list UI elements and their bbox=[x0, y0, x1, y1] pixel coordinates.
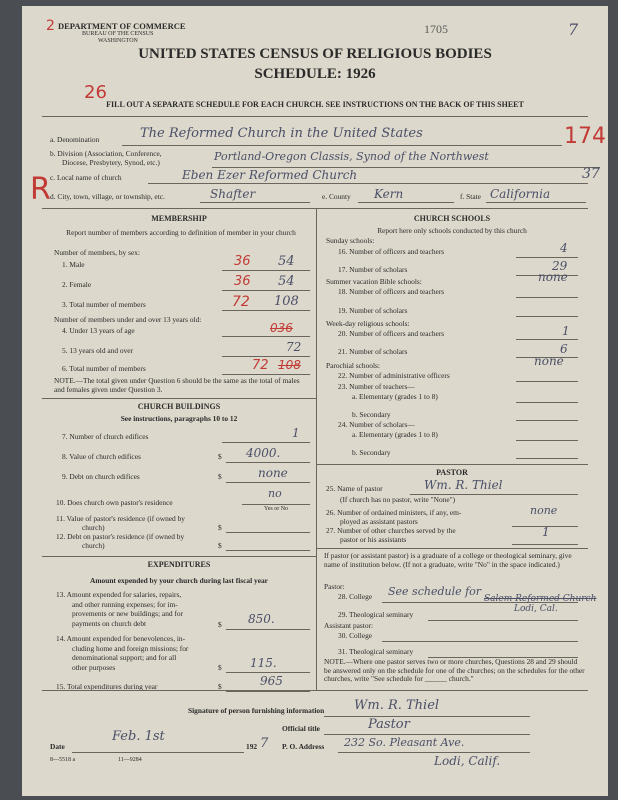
q7-label: 7. Number of church edifices bbox=[62, 432, 149, 441]
official-title-value: Pastor bbox=[368, 717, 410, 732]
female-value: 36 bbox=[234, 274, 251, 289]
total-members-6-value-2: 108 bbox=[278, 358, 301, 372]
total-members-value: 72 bbox=[232, 294, 250, 310]
department-name: DEPARTMENT OF COMMERCE bbox=[58, 21, 186, 31]
red-mark-R: R bbox=[30, 172, 51, 207]
q25-note: (If church has no pastor, write "None") bbox=[340, 495, 456, 504]
form-title: UNITED STATES CENSUS OF RELIGIOUS BODIES bbox=[138, 46, 492, 62]
q23-label: 23. Number of teachers— bbox=[338, 382, 415, 391]
total-members-6-value: 72 bbox=[252, 358, 269, 373]
male-value-2: 54 bbox=[278, 254, 295, 269]
q27-value: 1 bbox=[542, 525, 550, 539]
division-label-2: Diocese, Presbytery, Synod, etc.) bbox=[62, 158, 160, 167]
stamp-number: 1705 bbox=[424, 22, 448, 36]
q8-label: 8. Value of church edifices bbox=[62, 452, 141, 461]
q20-value: 1 bbox=[562, 324, 570, 338]
membership-note: NOTE.—The total given under Question 6 should be the same as the total of males and females given under Question 3. bbox=[54, 376, 300, 394]
q30-label: 30. College bbox=[338, 631, 373, 640]
q16-value: 4 bbox=[560, 241, 568, 255]
signature-label: Signature of person furnishing information bbox=[188, 706, 325, 715]
q11-label-2: church) bbox=[82, 523, 105, 532]
weekday-schools-label: Week-day religious schools: bbox=[326, 319, 410, 328]
q25-label: 25. Name of pastor bbox=[326, 484, 383, 493]
total-members-label: 3. Total number of members bbox=[62, 300, 146, 309]
assistant-pastor-subheading: Assistant pastor: bbox=[324, 621, 374, 630]
q27-label-1: 27. Number of other churches served by the bbox=[326, 526, 456, 535]
over-13-value: 72 bbox=[286, 340, 302, 354]
q22-value: none bbox=[534, 354, 564, 368]
red-mark-2: 2 bbox=[46, 18, 55, 34]
po-address-value-2: Lodi, Calif. bbox=[434, 754, 501, 768]
red-mark-26: 26 bbox=[84, 82, 107, 103]
red-mark-174: 174 bbox=[564, 124, 606, 149]
q24-label: 24. Number of scholars— bbox=[338, 420, 415, 429]
state-label: f. State bbox=[460, 192, 481, 201]
local-name-value: Eben Ezer Reformed Church bbox=[182, 168, 358, 182]
members-by-sex-label: Number of members, by sex: bbox=[54, 248, 140, 257]
q31-label: 31. Theological seminary bbox=[338, 647, 414, 656]
membership-title: MEMBERSHIP bbox=[151, 214, 207, 223]
q28-value-2: Salem Reformed Church bbox=[484, 594, 597, 604]
summer-schools-label: Summer vacation Bible schools: bbox=[326, 277, 422, 286]
q11-dollar: $ bbox=[218, 523, 222, 532]
total-members-value-2: 108 bbox=[274, 294, 299, 309]
local-name-label: c. Local name of church bbox=[50, 173, 122, 182]
church-buildings-title: CHURCH BUILDINGS bbox=[137, 402, 221, 411]
q18-value: none bbox=[538, 270, 568, 284]
county-value: Kern bbox=[374, 187, 404, 201]
over-13-label: 5. 13 years old and over bbox=[62, 346, 134, 355]
q24b-label: b. Secondary bbox=[352, 448, 391, 457]
q18-label: 18. Number of officers and teachers bbox=[338, 287, 445, 296]
census-form-sheet bbox=[22, 6, 608, 796]
q15-value: 965 bbox=[260, 674, 283, 688]
q28-value-3: Lodi, Cal. bbox=[514, 604, 558, 614]
form-number: 8—5518 a bbox=[50, 757, 76, 763]
division-label-1: b. Division (Association, Conference, bbox=[50, 149, 162, 158]
buildings-subtitle: See instructions, paragraphs 10 to 12 bbox=[120, 414, 238, 423]
q14-label: 14. Amount expended for benevolences, in- cluding home and foreign missions; for denominational support; and for all other purposes bbox=[56, 634, 189, 672]
graduate-instruction: If pastor (or assistant pastor) is a graduate of a college or theological seminary, give name of institution below. (If not a graduate, write "No" in the space indicated.) bbox=[324, 551, 572, 569]
q8-dollar: $ bbox=[218, 452, 222, 461]
sunday-schools-label: Sunday schools: bbox=[326, 236, 375, 245]
yes-no-hint: Yes or No bbox=[264, 506, 289, 512]
q26-label-2: ployed as assistant pastors bbox=[340, 517, 418, 526]
church-schools-title: CHURCH SCHOOLS bbox=[413, 214, 491, 223]
female-label: 2. Female bbox=[62, 280, 92, 289]
q9-value: none bbox=[258, 466, 288, 480]
total-members-6-label: 6. Total number of members bbox=[62, 364, 146, 373]
year-value: 7 bbox=[260, 736, 269, 751]
bureau-city: WASHINGTON bbox=[98, 38, 138, 44]
q27-label-2: pastor or his assistants bbox=[340, 535, 407, 544]
q13-label: 13. Amount expended for salaries, repairs, and other running expenses; for im- provements or new buildings; and for payments on church debt bbox=[56, 590, 184, 628]
female-value-2: 54 bbox=[278, 274, 295, 289]
parochial-schools-label: Parochial schools: bbox=[326, 361, 380, 370]
q10-label: 10. Does church own pastor's residence bbox=[56, 498, 173, 507]
q23b-label: b. Secondary bbox=[352, 410, 391, 419]
signature-value: Wm. R. Thiel bbox=[354, 698, 440, 713]
q12-label-2: church) bbox=[82, 541, 105, 550]
pastor-subheading: Pastor: bbox=[324, 582, 345, 591]
schedule-title: SCHEDULE: 1926 bbox=[254, 66, 376, 82]
mark-37: 37 bbox=[582, 166, 600, 182]
age-heading: Number of members under and over 13 years old: bbox=[54, 315, 202, 324]
state-value: California bbox=[490, 187, 551, 201]
print-number: 11—9284 bbox=[118, 757, 142, 763]
corner-number: 7 bbox=[568, 20, 579, 39]
q13-value: 850. bbox=[248, 612, 275, 626]
q26-label-1: 26. Number of ordained ministers, if any, em- bbox=[326, 508, 462, 517]
q8-value: 4000. bbox=[246, 446, 281, 460]
pastor-title: PASTOR bbox=[436, 468, 468, 477]
county-label: e. County bbox=[322, 192, 351, 201]
q24a-label: a. Elementary (grades 1 to 8) bbox=[352, 430, 438, 439]
denomination-label: a. Denomination bbox=[50, 135, 100, 144]
division-value: Portland-Oregon Classis, Synod of the Northwest bbox=[214, 150, 489, 163]
city-value: Shafter bbox=[210, 187, 256, 201]
q17-label: 17. Number of scholars bbox=[338, 265, 408, 274]
q21-label: 21. Number of scholars bbox=[338, 347, 408, 356]
q28-value: See schedule for bbox=[388, 585, 482, 598]
male-label: 1. Male bbox=[62, 260, 85, 269]
official-title-label: Official title bbox=[282, 724, 320, 733]
male-value: 36 bbox=[234, 254, 251, 269]
expenditures-intro: Amount expended by your church during last fiscal year bbox=[90, 576, 268, 585]
city-label: d. City, town, village, or township, etc. bbox=[50, 192, 165, 201]
q14-dollar: $ bbox=[218, 663, 222, 672]
expenditures-title: EXPENDITURES bbox=[147, 560, 211, 569]
q14-value: 115. bbox=[250, 656, 277, 670]
denomination-value: The Reformed Church in the United States bbox=[140, 126, 423, 141]
q26-value: none bbox=[530, 504, 558, 517]
q12-label-1: 12. Debt on pastor's residence (if owned by bbox=[56, 532, 185, 541]
bureau-name: BUREAU OF THE CENSUS bbox=[82, 31, 154, 37]
under-13-value: 036 bbox=[270, 321, 293, 335]
q15-dollar: $ bbox=[218, 682, 222, 691]
membership-intro: Report number of members according to definition of member in your church bbox=[66, 228, 296, 237]
date-label: Date bbox=[50, 742, 65, 751]
q13-dollar: $ bbox=[218, 620, 222, 629]
schools-intro: Report here only schools conducted by this church bbox=[377, 226, 527, 235]
po-address-value: 232 So. Pleasant Ave. bbox=[344, 736, 465, 749]
q9-label: 9. Debt on church edifices bbox=[62, 472, 140, 481]
q20-label: 20. Number of officers and teachers bbox=[338, 329, 445, 338]
q10-value: no bbox=[268, 487, 282, 500]
q7-value: 1 bbox=[292, 426, 300, 440]
q19-label: 19. Number of scholars bbox=[338, 306, 408, 315]
q29-label: 29. Theological seminary bbox=[338, 610, 414, 619]
q28-label: 28. College bbox=[338, 592, 373, 601]
pastor-note: NOTE.—Where one pastor serves two or more churches, Questions 28 and 29 should be answered only on the schedule for one of the churches; on the schedules for the other churches, write "See schedule for ______ church." bbox=[324, 657, 585, 684]
year-label: 192 bbox=[246, 742, 258, 751]
q16-label: 16. Number of officers and teachers bbox=[338, 247, 445, 256]
date-value: Feb. 1st bbox=[112, 729, 165, 744]
q15-label: 15. Total expenditures during year bbox=[56, 682, 158, 691]
q12-dollar: $ bbox=[218, 541, 222, 550]
q11-label-1: 11. Value of pastor's residence (if owned by bbox=[56, 514, 185, 523]
form-instruction: FILL OUT A SEPARATE SCHEDULE FOR EACH CHURCH. SEE INSTRUCTIONS ON THE BACK OF THIS SHEET bbox=[106, 100, 524, 109]
q22-label: 22. Number of administrative officers bbox=[338, 371, 450, 380]
po-address-label: P. O. Address bbox=[282, 742, 325, 751]
pastor-name-value: Wm. R. Thiel bbox=[424, 478, 503, 492]
under-13-label: 4. Under 13 years of age bbox=[62, 326, 135, 335]
q17-value: 29 bbox=[552, 259, 568, 273]
q23a-label: a. Elementary (grades 1 to 8) bbox=[352, 392, 438, 401]
q9-dollar: $ bbox=[218, 472, 222, 481]
q21-value: 6 bbox=[560, 342, 568, 356]
